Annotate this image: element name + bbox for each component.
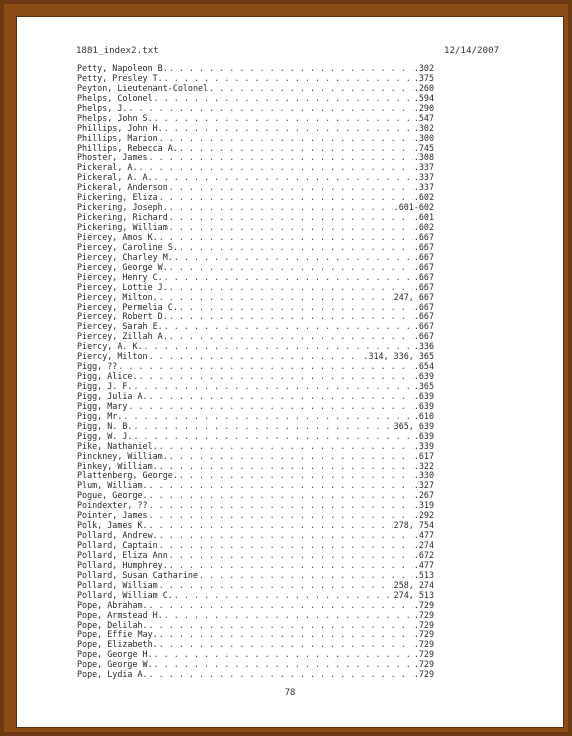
dot-leader — [118, 362, 412, 372]
entry-pages: 365, 639 — [393, 421, 434, 431]
entry-name: Pickering, Eliza — [77, 193, 158, 203]
dot-leader — [179, 471, 413, 481]
entry-name: Piercey, Amos K. — [77, 232, 158, 242]
dot-leader — [169, 203, 393, 213]
index-entry — [77, 551, 434, 561]
index-entry — [77, 650, 434, 660]
entry-pages: .729 — [413, 630, 434, 640]
entry-pages: .336 — [413, 342, 434, 352]
entry-pages: .300 — [413, 133, 434, 143]
entry-name: Piercey, Caroline S. — [77, 242, 178, 252]
dot-leader — [159, 193, 413, 203]
dot-leader — [174, 591, 393, 601]
index-entry — [77, 640, 434, 650]
entry-name: Pickering, Richard — [77, 213, 168, 223]
index-entry — [77, 193, 434, 203]
dot-leader — [159, 630, 413, 640]
entry-name: Pike, Nathaniel. — [77, 441, 158, 451]
dot-leader — [149, 392, 413, 402]
index-entry — [77, 382, 434, 392]
dot-leader — [128, 104, 412, 114]
entry-name: Pollard, Eliza Ann — [77, 550, 168, 560]
index-entry — [77, 203, 434, 213]
entry-pages: .729 — [413, 650, 434, 660]
index-entry — [77, 432, 434, 442]
dot-leader — [179, 243, 413, 253]
dot-leader — [169, 452, 413, 462]
entry-pages: .667 — [413, 302, 434, 312]
dot-leader — [199, 571, 413, 581]
entry-pages: .337 — [413, 183, 434, 193]
document-page — [16, 16, 564, 728]
entry-pages: .667 — [413, 272, 434, 282]
dot-leader — [159, 541, 413, 551]
dot-leader — [159, 531, 413, 541]
index-entry — [77, 362, 434, 372]
index-entry — [77, 630, 434, 640]
entry-name: Pope, Elizabeth. — [77, 640, 158, 650]
entry-pages: .729 — [413, 670, 434, 680]
entry-name: Plum, William. — [77, 481, 148, 491]
entry-name: Pollard, William C. — [77, 590, 173, 600]
entry-name: Phillips, Rebecca A. — [77, 143, 178, 153]
entry-name: Pollard, William — [77, 580, 158, 590]
index-entry — [77, 611, 434, 621]
entry-pages: .667 — [413, 322, 434, 332]
entry-name: Piercey, Zillah A. — [77, 332, 168, 342]
entry-name: Phillips, John H. — [77, 123, 163, 133]
entry-pages: .477 — [413, 531, 434, 541]
entry-name: Pickeral, A. A. — [77, 173, 153, 183]
index-entry — [77, 322, 434, 332]
index-entry — [77, 144, 434, 154]
dot-leader — [164, 273, 413, 283]
index-entry — [77, 124, 434, 134]
index-entry — [77, 213, 434, 223]
print-date: 12/14/2007 — [444, 46, 500, 56]
entry-pages: .667 — [413, 332, 434, 342]
index-entry — [77, 163, 434, 173]
index-entry — [77, 392, 434, 402]
index-entry — [77, 74, 434, 84]
entry-pages: .639 — [413, 372, 434, 382]
dot-leader — [159, 462, 413, 472]
index-entry — [77, 531, 434, 541]
entry-pages: .667 — [413, 312, 434, 322]
dot-leader — [169, 223, 413, 233]
dot-leader — [159, 233, 413, 243]
entry-name: Poindexter, ?? — [77, 501, 148, 511]
entry-pages: .667 — [413, 262, 434, 272]
entry-name: Phelps, John S. — [77, 113, 153, 123]
index-entry — [77, 283, 434, 293]
entry-name: Pigg, Alice. — [77, 372, 138, 382]
entry-name: Pope, George H. — [77, 650, 153, 660]
index-entry — [77, 273, 434, 283]
index-entry — [77, 114, 434, 124]
entry-pages: .365 — [413, 382, 434, 391]
dot-leader — [149, 491, 413, 501]
entry-name: Piercey, Charley M. — [77, 252, 173, 262]
index-list — [77, 64, 434, 680]
index-entry — [77, 601, 434, 611]
entry-name: Phillips, Marion — [77, 133, 158, 143]
entry-pages: .601 — [413, 213, 434, 223]
entry-name: Piercey, Henry C. — [77, 272, 163, 282]
dot-leader — [133, 422, 392, 432]
entry-name: Piercy, Milton — [77, 352, 148, 362]
entry-pages: .667 — [413, 252, 434, 262]
dot-leader — [149, 481, 413, 491]
dot-leader — [149, 153, 413, 163]
entry-name: Piercey, Milton. — [77, 292, 158, 302]
entry-name: Pickering, William — [77, 223, 168, 232]
index-entry — [77, 491, 434, 501]
entry-name: Pigg, Mary — [77, 401, 128, 411]
index-entry — [77, 342, 434, 352]
dot-leader — [159, 640, 413, 650]
entry-name: Pollard, Susan Catharine — [77, 570, 199, 580]
entry-pages: .314, 336, 365 — [363, 352, 434, 362]
entry-name: Pope, Effie May. — [77, 630, 158, 640]
entry-name: Pickeral, A. — [77, 163, 138, 173]
entry-pages: .617 — [413, 451, 434, 461]
dot-leader — [164, 322, 413, 332]
dot-leader — [174, 253, 413, 263]
index-entry — [77, 104, 434, 114]
entry-pages: .337 — [413, 163, 434, 173]
entry-pages: .729 — [413, 600, 434, 610]
entry-pages: .302 — [413, 64, 434, 73]
index-entry — [77, 412, 434, 422]
entry-pages: 258, 274 — [393, 580, 434, 590]
file-name: 1881_index2.txt — [76, 46, 159, 56]
index-entry — [77, 452, 434, 462]
dot-leader — [154, 173, 413, 183]
entry-name: Pollard, Humphrey. — [77, 560, 168, 570]
dot-leader — [149, 601, 413, 611]
document-frame — [4, 4, 568, 732]
dot-leader — [154, 114, 413, 124]
dot-leader — [149, 621, 413, 631]
index-entry — [77, 94, 434, 104]
index-entry — [77, 263, 434, 273]
entry-name: Pigg, J. F. — [77, 382, 133, 391]
entry-pages: .513 — [413, 570, 434, 580]
index-entry — [77, 521, 434, 531]
entry-pages: .260 — [413, 83, 434, 93]
index-entry — [77, 511, 434, 521]
entry-pages: .267 — [413, 491, 434, 501]
index-entry — [77, 243, 434, 253]
entry-name: Phelps, Colonel — [77, 93, 153, 103]
index-entry — [77, 561, 434, 571]
dot-leader — [209, 84, 413, 94]
dot-leader — [149, 670, 413, 680]
entry-pages: .547 — [413, 113, 434, 123]
entry-name: Pigg, N. B. — [77, 421, 133, 431]
index-entry — [77, 223, 434, 233]
index-entry — [77, 312, 434, 322]
entry-name: Pollard, Captain — [77, 541, 158, 550]
dot-leader — [169, 263, 413, 273]
index-entry — [77, 541, 434, 551]
dot-leader — [133, 432, 412, 442]
dot-leader — [169, 551, 413, 561]
entry-pages: .639 — [413, 431, 434, 441]
dot-leader — [169, 183, 413, 193]
entry-name: Piercey, Robert D. — [77, 312, 168, 322]
index-entry — [77, 153, 434, 163]
dot-leader — [149, 511, 413, 521]
entry-name: Plattenberg, George. — [77, 471, 178, 481]
index-entry — [77, 501, 434, 511]
entry-pages: .290 — [413, 103, 434, 113]
entry-pages: .729 — [413, 620, 434, 630]
entry-name: Phelps, J. — [77, 103, 128, 113]
dot-leader — [149, 352, 363, 362]
dot-leader — [154, 650, 413, 660]
entry-pages: .672 — [413, 550, 434, 560]
index-entry — [77, 670, 434, 680]
dot-leader — [159, 442, 413, 452]
entry-name: Pigg, ?? — [77, 362, 118, 372]
entry-name: Piercy, A. K. — [77, 342, 143, 352]
entry-pages: .319 — [413, 501, 434, 511]
index-entry — [77, 402, 434, 412]
entry-name: Pointer, James — [77, 511, 148, 521]
index-entry — [77, 253, 434, 263]
index-entry — [77, 581, 434, 591]
entry-pages: .322 — [413, 461, 434, 471]
index-entry — [77, 442, 434, 452]
entry-pages: .667 — [413, 232, 434, 242]
dot-leader — [164, 124, 413, 134]
dot-leader — [123, 412, 412, 422]
index-entry — [77, 621, 434, 631]
index-entry — [77, 293, 434, 303]
entry-name: Piercey, Sarah E. — [77, 322, 163, 332]
dot-leader — [133, 382, 412, 392]
entry-pages: 278, 754 — [393, 521, 434, 531]
entry-pages: .639 — [413, 401, 434, 411]
entry-pages: 247, 667 — [393, 292, 434, 302]
entry-pages: .654 — [413, 362, 434, 372]
entry-pages: .745 — [413, 143, 434, 153]
dot-leader — [169, 283, 413, 293]
entry-pages: 274, 513 — [393, 590, 434, 600]
dot-leader — [169, 332, 413, 342]
entry-name: Pigg, W. J. — [77, 431, 133, 441]
index-entry — [77, 173, 434, 183]
entry-name: Pinkey, William. — [77, 461, 158, 471]
entry-pages: .330 — [413, 471, 434, 481]
entry-pages: .602 — [413, 193, 434, 203]
index-entry — [77, 372, 434, 382]
index-entry — [77, 183, 434, 193]
dot-leader — [159, 293, 393, 303]
entry-name: Polk, James K. — [77, 521, 148, 531]
page-number: 78 — [284, 688, 296, 698]
entry-pages: .292 — [413, 511, 434, 521]
entry-pages: .477 — [413, 560, 434, 570]
dot-leader — [159, 134, 413, 144]
entry-name: Phoster, James — [77, 153, 148, 163]
entry-name: Pigg, Julia A. — [77, 391, 148, 401]
entry-pages: .274 — [413, 541, 434, 550]
entry-name: Pickering, Joseph. — [77, 203, 168, 213]
entry-pages: .602 — [413, 223, 434, 232]
dot-leader — [139, 372, 413, 382]
entry-name: Pope, Armstead H. — [77, 610, 163, 620]
dot-leader — [179, 144, 413, 154]
index-entry — [77, 462, 434, 472]
entry-name: Pollard, Andrew. — [77, 531, 158, 541]
index-entry — [77, 471, 434, 481]
dot-leader — [169, 312, 413, 322]
dot-leader — [149, 521, 393, 531]
entry-name: Pope, George W. — [77, 660, 153, 670]
index-entry — [77, 571, 434, 581]
dot-leader — [169, 64, 413, 74]
entry-pages: .339 — [413, 441, 434, 451]
dot-leader — [179, 303, 413, 313]
dot-leader — [169, 213, 413, 223]
dot-leader — [159, 581, 393, 591]
entry-pages: .308 — [413, 153, 434, 163]
entry-name: Petty, Napoleon B. — [77, 64, 168, 73]
dot-leader — [154, 660, 413, 670]
entry-name: Piercey, George W. — [77, 262, 168, 272]
entry-pages: .601-602 — [393, 203, 434, 213]
entry-name: Piercey, Permelia C. — [77, 302, 178, 312]
entry-pages: .639 — [413, 391, 434, 401]
index-entry — [77, 303, 434, 313]
entry-pages: .729 — [413, 660, 434, 670]
index-entry — [77, 233, 434, 243]
entry-name: Pinckney, William. — [77, 451, 168, 461]
entry-pages: .729 — [413, 640, 434, 650]
index-entry — [77, 660, 434, 670]
dot-leader — [128, 402, 412, 412]
entry-pages: .610 — [413, 411, 434, 421]
index-entry — [77, 481, 434, 491]
index-entry — [77, 352, 434, 362]
dot-leader — [144, 342, 413, 352]
entry-pages: .594 — [413, 93, 434, 103]
dot-leader — [169, 561, 413, 571]
entry-pages: .375 — [413, 73, 434, 83]
dot-leader — [164, 611, 413, 621]
entry-pages: .327 — [413, 481, 434, 491]
index-entry — [77, 422, 434, 432]
dot-leader — [154, 94, 413, 104]
index-entry — [77, 84, 434, 94]
index-entry — [77, 64, 434, 74]
entry-name: Pigg, Mr. — [77, 411, 123, 421]
entry-name: Pogue, George. — [77, 491, 148, 501]
entry-pages: .667 — [413, 242, 434, 252]
entry-name: Pope, Delilah. — [77, 620, 148, 630]
dot-leader — [164, 74, 413, 84]
entry-name: Pickeral, Anderson — [77, 183, 168, 193]
entry-name: Piercey, Lottie J. — [77, 282, 168, 292]
dot-leader — [139, 163, 413, 173]
dot-leader — [149, 501, 413, 511]
entry-pages: .337 — [413, 173, 434, 183]
entry-name: Petty, Presley T. — [77, 73, 163, 83]
index-entry — [77, 591, 434, 601]
index-entry — [77, 332, 434, 342]
entry-name: Peyton, Lieutenant-Colonel — [77, 83, 209, 93]
entry-pages: .729 — [413, 610, 434, 620]
index-entry — [77, 134, 434, 144]
entry-name: Pope, Lydia A. — [77, 670, 148, 680]
entry-name: Pope, Abraham. — [77, 600, 148, 610]
entry-pages: .302 — [413, 123, 434, 133]
entry-pages: .667 — [413, 282, 434, 292]
